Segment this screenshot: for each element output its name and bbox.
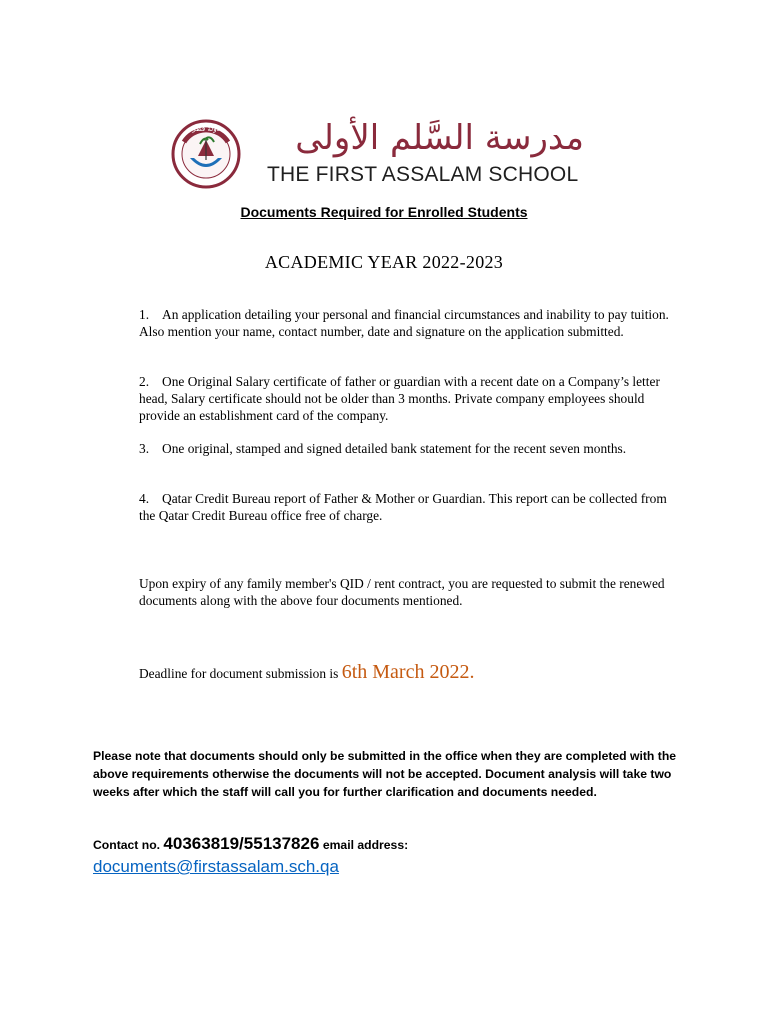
contact-line <box>93 832 408 857</box>
contact-label: Contact no. <box>93 838 161 852</box>
school-name-english: THE FIRST ASSALAM SCHOOL <box>267 163 579 186</box>
requirement-item <box>139 440 674 457</box>
requirement-item <box>139 373 674 424</box>
requirement-item <box>139 306 674 340</box>
renewal-note: Upon expiry of any family member's QID / rent contract, you are requested to submit the renewed documents along with the above four documents mentioned. <box>139 576 665 608</box>
requirement-number: 1. <box>139 307 150 322</box>
requirement-text: One Original Salary certificate of father or guardian with a recent date on a Company’s letter head, Salary certificate should not be older than 3 months. Private company employees should provide an establishment card of the company. <box>139 374 660 423</box>
requirement-text: Qatar Credit Bureau report of Father & Mother or Guardian. This report can be collected from the Qatar Credit Bureau office free of charge. <box>139 491 667 523</box>
requirement-text: One original, stamped and signed detailed bank statement for the recent seven months. <box>162 441 627 456</box>
requirement-number: 2. <box>139 374 150 389</box>
qatar-ministry-crest-icon <box>170 118 242 190</box>
school-name-arabic: مدرسة السَّلم الأولى <box>295 118 584 158</box>
academic-year-heading: ACADEMIC YEAR 2022-2023 <box>264 252 504 272</box>
deadline-line <box>139 660 474 686</box>
contact-phone: 40363819/55137826 <box>163 834 320 853</box>
email-label: email address: <box>322 838 409 852</box>
requirement-item <box>139 490 674 524</box>
requirement-number: 4. <box>139 491 150 506</box>
submission-warning: Please note that documents should only be submitted in the office when they are completed with the above requirements otherwise the documents will not be accepted. Document analysis will take two weeks after which the staff will call you for further clarification and documents needed. <box>93 749 677 799</box>
crest-text: دولة قطر <box>192 125 220 133</box>
requirement-number: 3. <box>139 441 150 456</box>
deadline-date: 6th March 2022. <box>341 661 475 683</box>
deadline-label: Deadline for document submission is <box>139 666 339 681</box>
email-link[interactable]: documents@firstassalam.sch.qa <box>93 857 339 876</box>
requirement-text: An application detailing your personal and financial circumstances and inability to pay tuition. Also mention your name, contact number, date and signature on the application submitted. <box>139 307 669 339</box>
document-title: Documents Required for Enrolled Students <box>240 204 528 220</box>
school-logo <box>170 118 585 190</box>
